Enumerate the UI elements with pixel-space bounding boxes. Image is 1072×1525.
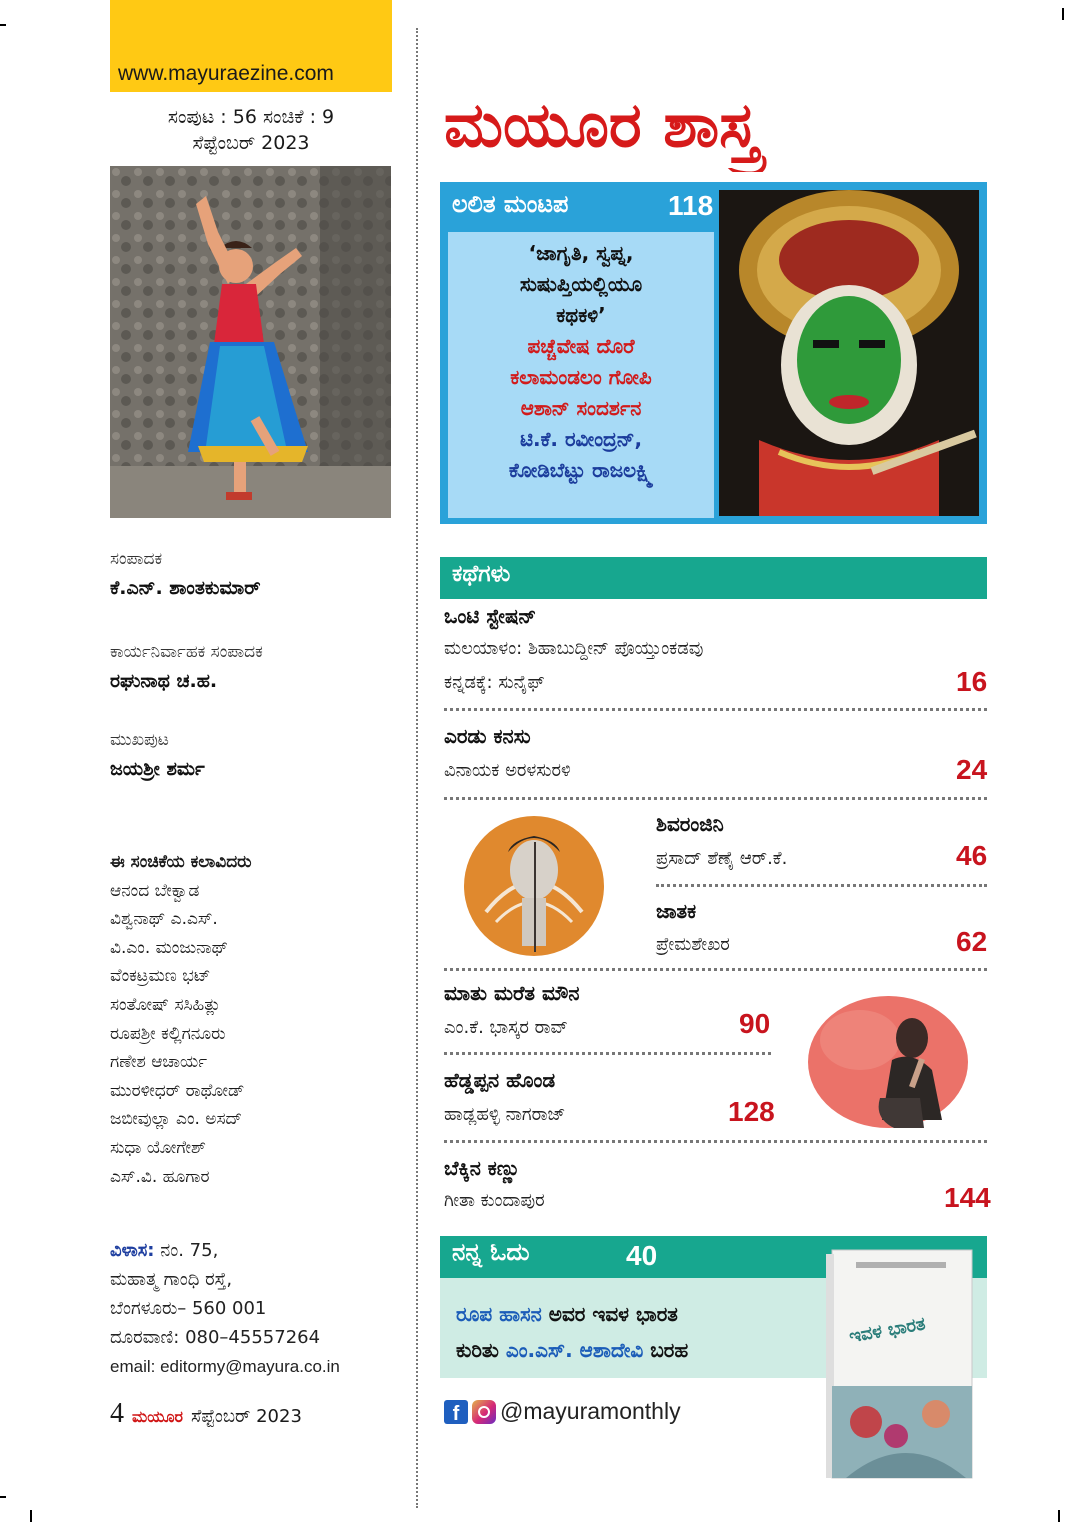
story-author: ಎಂ.ಕೆ. ಭಾಸ್ಕರ ರಾವ್ bbox=[444, 1017, 568, 1038]
masthead-logo bbox=[440, 82, 880, 172]
artist-item: ಗಣೇಶ ಆಚಾರ್ಯ bbox=[110, 1052, 208, 1073]
story-page: 16 bbox=[956, 666, 988, 697]
book-cover bbox=[826, 1246, 976, 1482]
story-author: ಹಾಡ್ಲಹಳ್ಳಿ ನಾಗರಾಜ್ bbox=[444, 1104, 566, 1125]
editor-label: ಸಂಪಾದಕ bbox=[110, 549, 163, 569]
dotted-separator bbox=[656, 884, 987, 887]
column-divider bbox=[416, 28, 418, 1508]
stories-header-bar bbox=[440, 557, 987, 599]
subject-line: ಆಶಾನ್ ಸಂದರ್ಶನ bbox=[520, 396, 642, 420]
folio-brand: ಮಯೂರ bbox=[132, 1407, 184, 1426]
story-author: ಮಲಯಾಳಂ: ಶಿಹಾಬುದ್ದೀನ್ ಪೊಯ್ತುಂಕಡವು bbox=[444, 638, 704, 659]
artist-item: ರೂಪಶ್ರೀ ಕಲ್ಲಿಗನೂರು bbox=[110, 1023, 226, 1044]
facebook-icon[interactable]: f bbox=[444, 1400, 468, 1424]
folio-date: ಸೆಪ್ಟೆಂಬರ್ 2023 bbox=[191, 1406, 302, 1427]
dotted-separator bbox=[444, 797, 987, 800]
artists-heading: ಈ ಸಂಚಿಕೆಯ ಕಲಾವಿದರು bbox=[110, 852, 252, 872]
story-title: ಶಿವರಂಜಿನಿ bbox=[656, 812, 724, 836]
artist-item: ಜಬೀವುಲ್ಲಾ ಎಂ. ಅಸದ್ bbox=[110, 1109, 243, 1130]
story-author: ಪ್ರೇಮಶೇಖರ bbox=[656, 934, 730, 955]
story-illustration-red bbox=[800, 980, 980, 1135]
story-page: 144 bbox=[944, 1182, 991, 1213]
artist-item: ಮುರಳೀಧರ್ ರಾಥೋಡ್ bbox=[110, 1080, 245, 1101]
page-folio bbox=[110, 1398, 302, 1430]
crop-mark bbox=[0, 24, 6, 26]
book-author: ರೂಪ ಹಾಸನ bbox=[456, 1302, 542, 1326]
nanna-odu-text bbox=[456, 1296, 688, 1368]
instagram-icon[interactable] bbox=[472, 1400, 496, 1424]
kathakali-photo bbox=[719, 190, 979, 516]
cover-artist: ಜಯಶ್ರೀ ಶರ್ಮ bbox=[110, 758, 205, 780]
volume-line: ಸಂಪುಟ : 56 ಸಂಚಿಕೆ : 9 bbox=[167, 106, 335, 128]
social-handle-text[interactable]: @mayuramonthly bbox=[500, 1398, 681, 1424]
story-title: ಬೆಕ್ಕಿನ ಕಣ್ಣು bbox=[444, 1156, 521, 1180]
artist-item: ಆನಂದ ಬೇಕ್ವಾಡ bbox=[110, 880, 200, 901]
artist-item: ಸಂತೋಷ್ ಸಸಿಹಿತ್ಲು bbox=[110, 994, 221, 1015]
stories-heading: ಕಥೆಗಳು bbox=[452, 561, 511, 587]
masthead-title: ಮಯೂರ ಶಾಸ್ತ್ರ bbox=[444, 88, 760, 161]
story-title: ಹೆಡ್ಡಪ್ಪನ ಹೊಂಡ bbox=[444, 1068, 556, 1092]
cover-label: ಮುಖಪುಟ bbox=[110, 730, 169, 750]
lalita-mantapa-title: ಲಲಿತ ಮಂಟಪ bbox=[452, 190, 569, 218]
story-translator: ಕನ್ನಡಕ್ಕೆ: ಸುನೈಫ್ bbox=[444, 672, 545, 693]
artist-item: ಎಸ್.ವಿ. ಹೂಗಾರ bbox=[110, 1166, 210, 1187]
artist-item: ವಿಶ್ವನಾಥ್ ಎ.ಎಸ್. bbox=[110, 909, 218, 930]
address-line: ಬೆಂಗಳೂರು– 560 001 bbox=[110, 1298, 267, 1319]
lalita-mantapa-text bbox=[448, 238, 714, 486]
lalita-mantapa-page: 118 bbox=[668, 190, 714, 221]
reviewer-name: ಎಂ.ಎಸ್. ಆಶಾದೇವಿ bbox=[505, 1338, 644, 1362]
address-line: ಮಹಾತ್ಮ ಗಾಂಧಿ ರಸ್ತೆ, bbox=[110, 1269, 233, 1290]
cover-painting bbox=[110, 166, 391, 518]
crop-mark bbox=[0, 1496, 6, 1498]
exec-editor-label: ಕಾರ್ಯನಿರ್ವಾಹಕ ಸಂಪಾದಕ bbox=[110, 642, 263, 662]
story-title: ಜಾತಕ bbox=[656, 899, 697, 923]
website-link[interactable]: www.mayuraezine.com bbox=[118, 62, 334, 85]
subject-line: ಪಚ್ಚೆವೇಷ ದೊರೆ bbox=[527, 334, 635, 358]
dotted-separator bbox=[444, 1052, 771, 1055]
artist-item: ವೆಂಕಟ್ರಮಣ ಭಟ್ bbox=[110, 966, 211, 987]
dancer-illustration bbox=[110, 166, 391, 518]
issue-info bbox=[110, 104, 392, 156]
subject-line: ಕಲಾಮಂಡಲಂ ಗೋಪಿ bbox=[510, 365, 652, 389]
story-title: ಮಾತು ಮರೆತ ಮೌನ bbox=[444, 981, 580, 1005]
dotted-separator bbox=[444, 1140, 987, 1143]
book-desc: ಬರಹ bbox=[650, 1338, 689, 1362]
story-illustration-circle bbox=[446, 812, 622, 960]
quote-line: ‘ಜಾಗೃತಿ, ಸ್ವಪ್ನ, bbox=[528, 241, 634, 265]
story-page: 62 bbox=[956, 926, 988, 957]
book-desc: ಕುರಿತು bbox=[456, 1338, 499, 1362]
story-page: 24 bbox=[956, 754, 988, 785]
crop-mark bbox=[1062, 8, 1064, 20]
crop-mark bbox=[30, 1510, 32, 1522]
author-line: ಟಿ.ಕೆ. ರವೀಂದ್ರನ್, bbox=[519, 427, 643, 451]
editor-name: ಕೆ.ಎನ್. ಶಾಂತಕುಮಾರ್ bbox=[110, 577, 261, 599]
nanna-odu-title: ನನ್ನ ಓದು bbox=[452, 1238, 530, 1266]
author-line: ಕೋಡಿಬೆಟ್ಟು ರಾಜಲಕ್ಷ್ಮಿ bbox=[508, 458, 654, 482]
exec-editor-name: ರಘುನಾಥ ಚ.ಹ. bbox=[110, 670, 218, 692]
story-author: ಪ್ರಸಾದ್ ಶೆಣೈ ಆರ್.ಕೆ. bbox=[656, 848, 788, 869]
quote-line: ಸುಷುಪ್ತಿಯಲ್ಲಿಯೂ bbox=[519, 272, 643, 296]
story-title: ಎರಡು ಕನಸು bbox=[444, 724, 531, 748]
phone-line: ದೂರವಾಣಿ: 080–45557264 bbox=[110, 1327, 321, 1348]
email-key: email: bbox=[110, 1357, 156, 1376]
crop-mark bbox=[1058, 1510, 1060, 1522]
dotted-separator bbox=[444, 708, 987, 711]
book-desc: ಅವರ ಇವಳ ಭಾರತ bbox=[548, 1302, 678, 1326]
address-line: ನಂ. 75, bbox=[160, 1240, 219, 1261]
artist-item: ಸುಧಾ ಯೋಗೇಶ್ bbox=[110, 1137, 206, 1158]
story-page: 90 bbox=[739, 1008, 771, 1039]
quote-line: ಕಥಕಳಿ’ bbox=[556, 303, 606, 327]
artist-item: ವಿ.ಎಂ. ಮಂಜುನಾಥ್ bbox=[110, 937, 229, 958]
story-page: 128 bbox=[728, 1096, 775, 1127]
social-handle[interactable] bbox=[444, 1398, 681, 1425]
address-key: ವಿಳಾಸ: bbox=[110, 1240, 155, 1261]
dotted-separator bbox=[444, 968, 987, 971]
date-line: ಸೆಪ್ಟೆಂಬರ್ 2023 bbox=[192, 132, 310, 154]
book-title: ಇವಳ ಭಾರತ bbox=[847, 1313, 928, 1348]
page-number: 4 bbox=[110, 1398, 124, 1429]
address-block bbox=[110, 1236, 340, 1381]
nanna-odu-page: 40 bbox=[626, 1240, 658, 1271]
story-author: ವಿನಾಯಕ ಅರಳಸುರಳಿ bbox=[444, 760, 571, 781]
story-title: ಒಂಟಿ ಸ್ಟೇಷನ್ bbox=[444, 604, 537, 628]
artists-list bbox=[110, 848, 252, 1191]
email-link[interactable]: editormy@mayura.co.in bbox=[160, 1357, 340, 1376]
story-author: ಗೀತಾ ಕುಂದಾಪುರ bbox=[444, 1190, 545, 1211]
story-page: 46 bbox=[956, 840, 988, 871]
